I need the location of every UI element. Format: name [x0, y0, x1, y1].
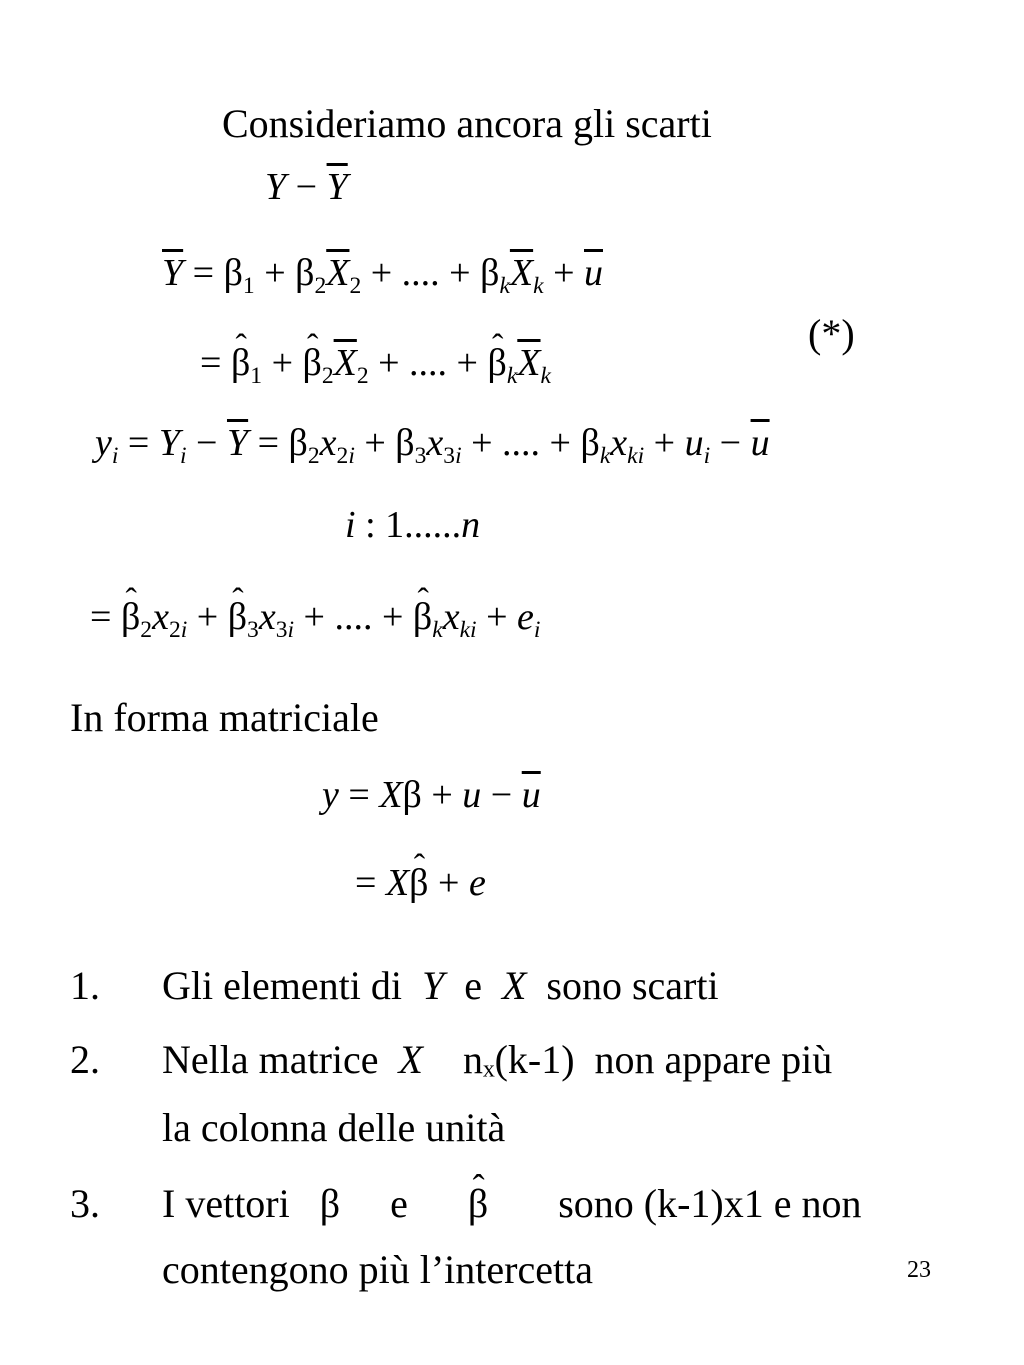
list-item-number: 2.	[70, 1037, 100, 1082]
list-item-text: Nella matrice	[162, 1037, 379, 1082]
equation-deviation: $Y - \overline{Y}$	[265, 166, 348, 208]
index-range: i : 1......n	[345, 504, 481, 546]
symbol-y: Y	[421, 963, 445, 1008]
symbol-x: X	[398, 1037, 423, 1082]
list-item-number: 1.	[70, 963, 100, 1008]
equation-mean-fitted: = ˆ $\beta_1$ + ˆ $\beta_2\overline{X}_2$ + .... + ˆ $\beta_k\overline{X}_k$	[200, 344, 551, 382]
equation-mean-model: $\overline{Y} = \beta_1 + \beta_2\overline{X}_2$ + .... + $\beta_k\overline{X}_k + \overline{u}$	[162, 252, 603, 300]
list-item-text: sono (k-1)x1 e non	[558, 1181, 862, 1226]
equation-deviation-fitted: = ˆ $\beta_2x_{2i}$ + ˆ $\beta_3x_{3i}$ + .... + ˆ $\beta_kx_{ki} + e_i$	[90, 598, 540, 636]
matrix-equation-fitted: = Xˆ β + e	[355, 864, 486, 902]
list-item-3-continuation: contengono più l’intercetta	[162, 1247, 593, 1292]
beta-symbol: β	[319, 1181, 341, 1226]
list-item-number: 3.	[70, 1181, 100, 1226]
list-item-2-continuation: la colonna delle unità	[162, 1105, 506, 1150]
list-item-text: I vettori	[162, 1181, 290, 1226]
list-item-text: Gli elementi di	[162, 963, 402, 1008]
beta-hat-symbol: ˆ β	[468, 1184, 488, 1224]
list-item-text: e	[390, 1181, 408, 1226]
list-item-1	[162, 963, 719, 1008]
list-item-text: non appare più	[594, 1037, 833, 1082]
equation-label: (*)	[808, 311, 855, 356]
page-number: 23	[907, 1257, 931, 1283]
list-item-text: sono scarti	[546, 963, 719, 1008]
symbol-x: X	[501, 963, 527, 1008]
matrix-equation-model: $y = X\beta + u - \overline{u}$	[322, 774, 541, 816]
list-item-2	[162, 1037, 833, 1082]
section-title: In forma matriciale	[70, 695, 379, 740]
list-item-text: e	[464, 963, 482, 1008]
list-item-3	[162, 1181, 862, 1226]
intro-text: Consideriamo ancora gli scarti	[222, 101, 712, 146]
matrix-dimensions: nₓ(k-1)	[462, 1037, 575, 1082]
equation-deviation-model: $y_i = Y_i - \overline{Y} = \beta_2x_{2i} + \beta_3x_{3i}$ + .... + $\beta_kx_{ki} + u_i - \overline{u}$	[95, 422, 770, 470]
